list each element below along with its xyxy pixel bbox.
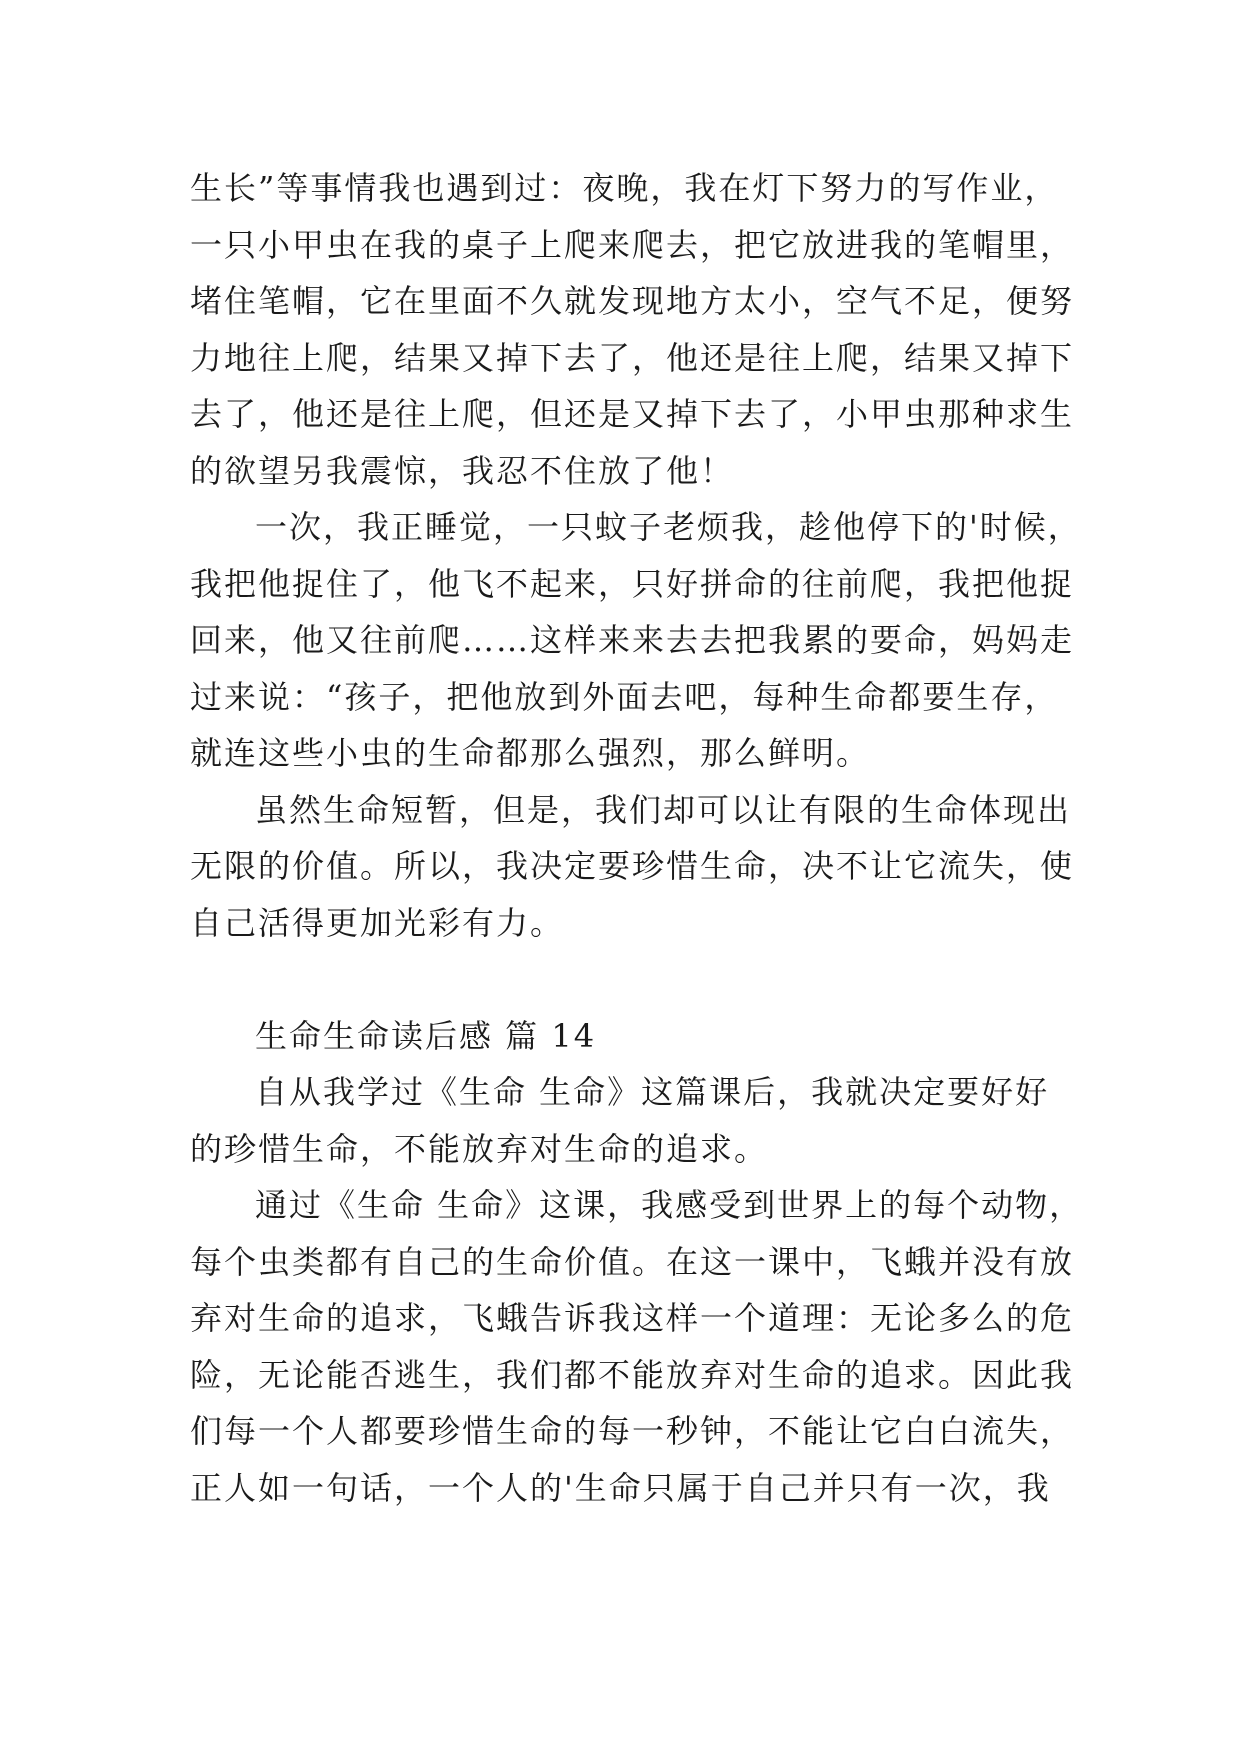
text-line: 的欲望另我震惊，我忍不住放了他！ <box>190 452 735 490</box>
text-line: 回来，他又往前爬……这样来来去去把我累的要命，妈妈走 <box>190 621 1075 659</box>
text-line: 险，无论能否逃生，我们都不能放弃对生命的追求。因此我 <box>190 1356 1075 1394</box>
paragraph-first-line: 自从我学过《生命 生命》这篇课后，我就决定要好好 <box>255 1073 1050 1111</box>
text-line: 每个虫类都有自己的生命价值。在这一课中，飞蛾并没有放 <box>190 1243 1075 1281</box>
text-line: 生长”等事情我也遇到过：夜晚，我在灯下努力的写作业， <box>190 169 1059 207</box>
text-line: 们每一个人都要珍惜生命的每一秒钟，不能让它白白流失， <box>190 1412 1075 1450</box>
text-line: 力地往上爬，结果又掉下去了，他还是往上爬，结果又掉下 <box>190 339 1075 377</box>
text-line: 去了，他还是往上爬，但还是又掉下去了，小甲虫那种求生 <box>190 395 1075 433</box>
text-line: 一只小甲虫在我的桌子上爬来爬去，把它放进我的笔帽里， <box>190 226 1075 264</box>
text-line: 自己活得更加光彩有力。 <box>190 904 565 942</box>
text-line: 我把他捉住了，他飞不起来，只好拼命的往前爬，我把他捉 <box>190 565 1075 603</box>
text-line: 弃对生命的追求，飞蛾告诉我这样一个道理：无论多么的危 <box>190 1299 1075 1337</box>
text-line: 就连这些小虫的生命都那么强烈，那么鲜明。 <box>190 734 871 772</box>
text-line: 正人如一句话，一个人的'生命只属于自己并只有一次，我 <box>190 1469 1051 1507</box>
paragraph-first-line: 通过《生命 生命》这课，我感受到世界上的每个动物， <box>255 1186 1084 1224</box>
text-line: 过来说：“孩子，把他放到外面去吧，每种生命都要生存， <box>190 678 1059 716</box>
section-heading: 生命生命读后感 篇 14 <box>255 1017 597 1055</box>
text-line: 无限的价值。所以，我决定要珍惜生命，决不让它流失，使 <box>190 847 1075 885</box>
text-line: 堵住笔帽，它在里面不久就发现地方太小，空气不足，便努 <box>190 282 1075 320</box>
paragraph-first-line: 虽然生命短暂，但是，我们却可以让有限的生命体现出 <box>255 791 1072 829</box>
paragraph-first-line: 一次，我正睡觉，一只蚊子老烦我，趁他停下的'时候， <box>255 508 1082 546</box>
text-line: 的珍惜生命，不能放弃对生命的追求。 <box>190 1130 769 1168</box>
